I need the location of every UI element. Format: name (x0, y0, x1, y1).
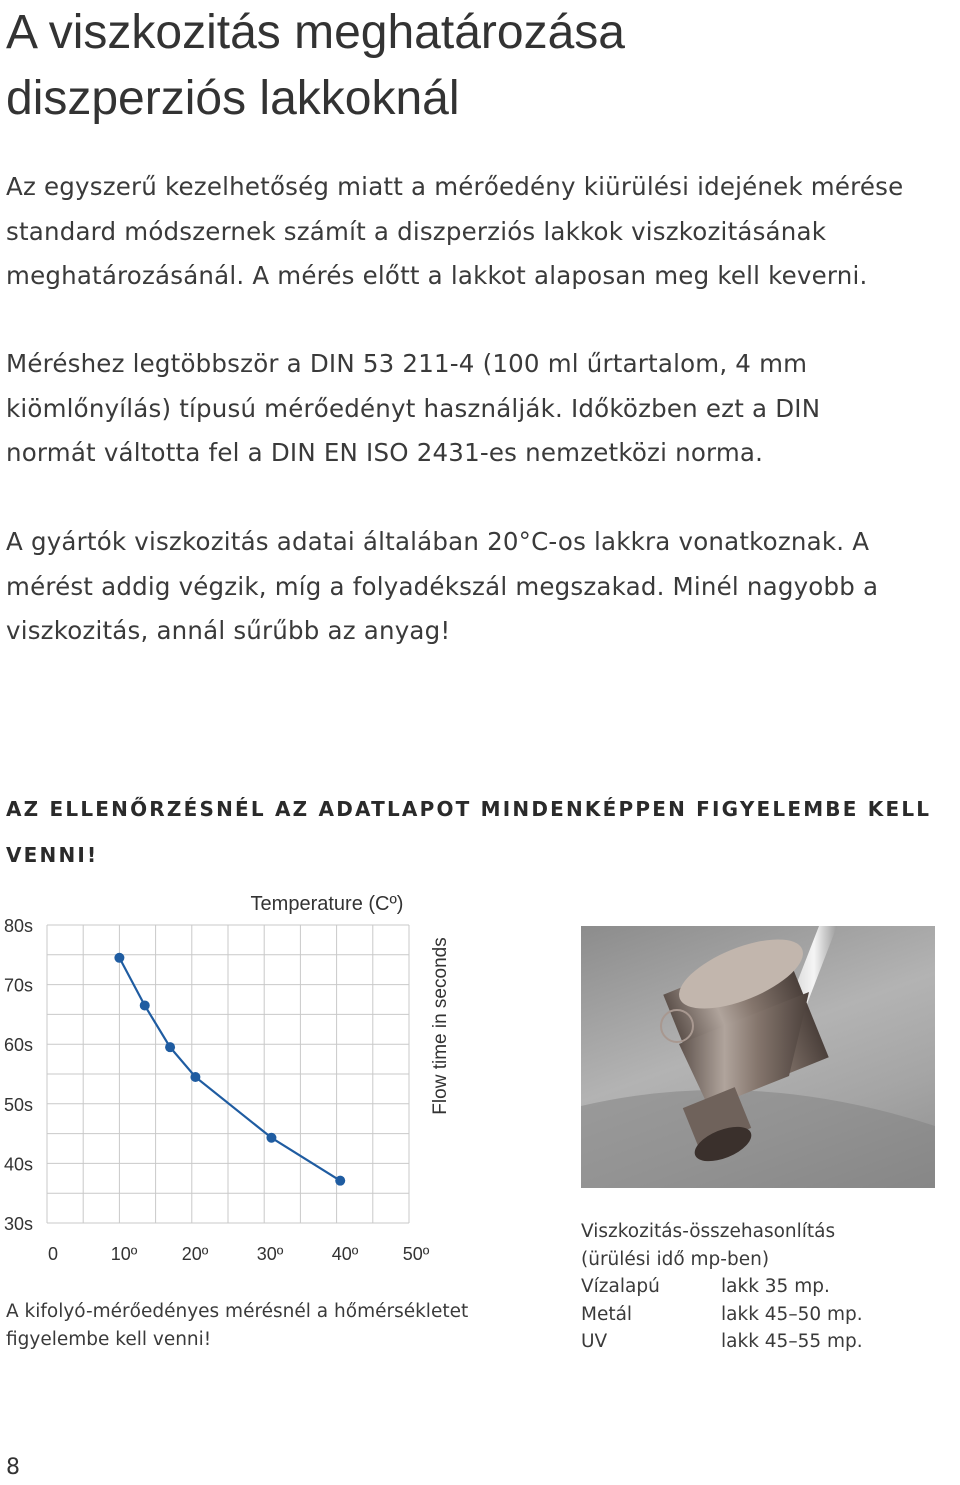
flow-time-value: lakk 45–55 mp. (721, 1331, 863, 1352)
caption-line: figyelembe kell venni! (6, 1329, 212, 1350)
text-line: Az egyszerű kezelhetőség miatt a mérőedény kiürülési idejének mérése (6, 172, 904, 201)
viscosity-comparison (581, 1218, 941, 1356)
text-line: standard módszernek számít a diszperziós lakkok viszkozitásának (6, 216, 827, 246)
chart-title: Temperature (Cº) (250, 893, 404, 915)
comparison-subheading: (ürülési idő mp-ben) (581, 1248, 770, 1270)
text-line: meghatározásánál. A mérés előtt a lakkot alaposan meg kell keverni. (6, 261, 868, 290)
title-line: diszperziós lakkoknál (6, 72, 460, 125)
lacquer-type: UV (581, 1331, 608, 1352)
y-tick-label: 50s (4, 1094, 34, 1115)
x-tick-label: 20º (181, 1244, 209, 1264)
notice-line: AZ ELLENŐRZÉSNÉL AZ ADATLAPOT MINDENKÉPPEN FIGYELEMBE KELL (6, 797, 932, 821)
text-line: kiömlőnyílás) típusú mérőedényt használják. Időközben ezt a DIN (6, 393, 821, 423)
data-point (114, 953, 124, 963)
y-tick-label: 70s (4, 975, 34, 996)
text-line: viszkozitás, annál sűrűbb az anyag! (6, 616, 451, 645)
lacquer-type: Vízalapú (581, 1276, 660, 1297)
x-tick-labels (48, 1244, 430, 1264)
comparison-heading: Viszkozitás-összehasonlítás (581, 1221, 836, 1242)
caption-line: A kifolyó-mérőedényes mérésnél a hőmérsékletet (6, 1301, 469, 1322)
data-point (140, 1000, 150, 1010)
data-point (335, 1176, 345, 1186)
paragraph-din (6, 342, 958, 476)
notice-heading (6, 786, 946, 878)
comparison-row (581, 1328, 941, 1356)
x-tick-label: 40º (331, 1244, 359, 1264)
notice-line: VENNI! (6, 843, 99, 867)
lacquer-type: Metál (581, 1303, 633, 1325)
text-line: normát váltotta fel a DIN EN ISO 2431-es nemzetközi norma. (6, 438, 764, 467)
text-line: mérést addig végzik, míg a folyadékszál megszakad. Minél nagyobb a (6, 571, 879, 601)
data-point (190, 1072, 200, 1082)
chart-caption (6, 1298, 486, 1354)
page-title (6, 0, 946, 132)
chart-grid (47, 925, 409, 1223)
paragraph-intro (6, 165, 958, 299)
flow-cup-photo (581, 926, 935, 1188)
series-line (119, 958, 340, 1181)
y-axis-label: Flow time in seconds (430, 937, 451, 1115)
flow-cup-icon (581, 926, 935, 1188)
data-point (266, 1133, 276, 1143)
flow-time-value: lakk 35 mp. (721, 1276, 830, 1297)
y-tick-label: 30s (4, 1214, 34, 1234)
x-tick-label: 50º (402, 1244, 430, 1264)
comparison-row (581, 1273, 941, 1301)
text-line: A gyártók viszkozitás adatai általában 20°C-os lakkra vonatkoznak. A (6, 527, 870, 556)
flow-time-chart (0, 880, 480, 1270)
paragraph-temperature (6, 520, 958, 654)
x-tick-label: 10º (110, 1244, 138, 1264)
y-tick-label: 40s (4, 1154, 34, 1175)
text-line: Méréshez legtöbbször a DIN 53 211-4 (100 ml űrtartalom, 4 mm (6, 349, 808, 378)
y-tick-label: 60s (4, 1035, 34, 1056)
x-tick-label: 0 (47, 1244, 59, 1264)
comparison-row (581, 1301, 941, 1329)
y-tick-label: 80s (4, 916, 34, 936)
data-point (165, 1042, 175, 1052)
series-points (114, 953, 345, 1186)
flow-time-value: lakk 45–50 mp. (721, 1303, 863, 1325)
title-line: A viszkozitás meghatározása (6, 6, 625, 59)
page-number: 8 (6, 1455, 20, 1480)
y-tick-labels (4, 916, 33, 1234)
x-tick-label: 30º (256, 1244, 284, 1264)
